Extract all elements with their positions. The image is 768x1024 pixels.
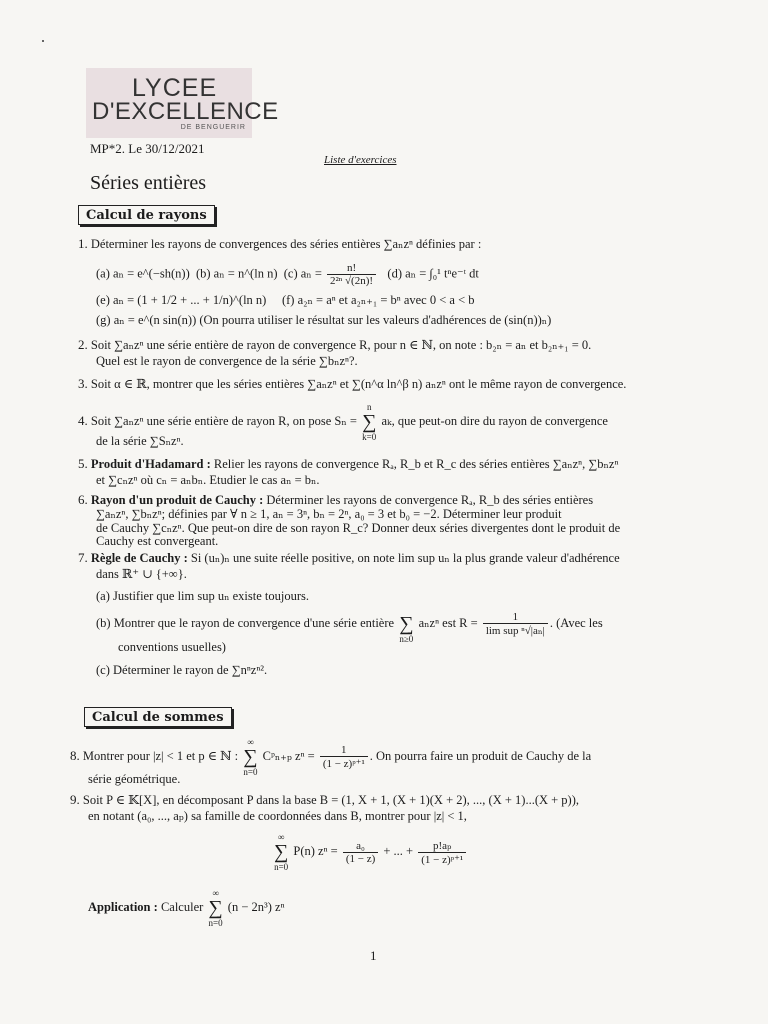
exercise-1-statement: 1. Déterminer les rayons de convergences des séries entières ∑aₙzⁿ définies par :	[78, 236, 482, 251]
exercise-7-item-b-cont: conventions usuelles)	[118, 640, 226, 654]
summation: ∑ n≥0	[399, 613, 414, 644]
summation: n ∑ k=0	[362, 402, 377, 442]
exercise-5-line2: et ∑cₙzⁿ où cₙ = aₙbₙ. Etudier le cas aₙ = bₙ.	[96, 473, 320, 487]
exercise-5-line1: 5. Produit d'Hadamard : Relier les rayons de convergence Rₐ, R_b et R_c des séries entières ∑aₙzⁿ, ∑bₙzⁿ	[78, 456, 619, 471]
exercise-4-line1: 4. Soit ∑aₙzⁿ une série entière de rayon R, on pose Sₙ = n ∑ k=0 aₖ, que peut-on dire du rayon de convergence	[78, 402, 608, 442]
exercise-9-line2: en notant (a₀, ..., aₚ) sa famille de coordonnées dans B, montrer pour |z| < 1,	[88, 809, 467, 823]
page-number: 1	[370, 948, 377, 963]
exercise-6-line3: de Cauchy ∑cₙzⁿ. Que peut-on dire de son rayon R_c? Donner deux séries divergentes dont le produit de	[96, 521, 621, 535]
exercise-1-items-row2: (e) aₙ = (1 + 1/2 + ... + 1/n)^(ln n) (f) a₂ₙ = aⁿ et a₂ₙ₊₁ = bⁿ avec 0 < a < b	[96, 293, 475, 307]
speck	[42, 40, 44, 42]
fraction: $\frac{\text{p!aₚ}}{\text{(1 − z)ᵖ⁺¹}}$	[418, 839, 466, 866]
list-title: Liste d'exercices	[324, 154, 397, 166]
exercise-9-line1: 9. Soit P ∈ 𝕂[X], en décomposant P dans la base B = (1, X + 1, (X + 1)(X + 2), ..., (X + 1)...(X + p)),	[70, 792, 580, 807]
exercise-6-line4: Cauchy est convergeant.	[96, 534, 219, 548]
exercise-2-line1: 2. Soit ∑aₙzⁿ une série entière de rayon de convergence R, pour n ∈ ℕ, on note : b₂ₙ = aₙ et b₂ₙ₊₁ = 0.	[78, 337, 592, 352]
summation: ∞ ∑ n=0	[208, 888, 223, 928]
fraction: $\frac{n!}{\text{2²ⁿ √(2n)!}}$	[327, 262, 376, 287]
school-logo: LYCEE D'EXCELLENCE DE BENGUERIR	[86, 68, 252, 138]
exercise-8-line2: série géométrique.	[88, 772, 181, 786]
exercise-6-line1: 6. Rayon d'un produit de Cauchy : Déterminer les rayons de convergence Rₐ, R_b des séries entières	[78, 492, 594, 507]
fraction: $\frac{1}{\text{lim sup ⁿ√|aₙ|}}$	[483, 611, 548, 637]
exercise-7-item-b: (b) Montrer que le rayon de convergence d'une série entière ∑ n≥0 aₙzⁿ est R = $\frac{1}{\text{lim sup ⁿ√|aₙ|}}$ . (Avec les	[96, 604, 603, 644]
exercise-4-line2: de la série ∑Sₙzⁿ.	[96, 434, 184, 448]
fraction: $\frac{\text{a₀}}{(1 - z)}$	[343, 840, 378, 865]
header-date: MP*2. Le 30/12/2021	[90, 141, 205, 156]
page-title: Séries entières	[90, 172, 207, 194]
exercise-8-line1: 8. Montrer pour |z| < 1 et p ∈ ℕ : ∞ ∑ n=0 Cᵖₙ₊ₚ zⁿ = $\frac{1}{\text{(1 − z)ᵖ⁺¹}}$ . On pourra faire un produit de Cauchy de la	[70, 737, 592, 777]
fraction: $\frac{1}{\text{(1 − z)ᵖ⁺¹}}$	[320, 744, 368, 770]
summation: ∞ ∑ n=0	[243, 737, 258, 777]
exercise-7-line1: 7. Règle de Cauchy : Si (uₙ)ₙ une suite réelle positive, on note lim sup uₙ la plus grande valeur d'adhérence	[78, 550, 620, 565]
section-heading-rayons: Calcul de rayons	[78, 205, 215, 225]
exercise-3: 3. Soit α ∈ ℝ, montrer que les séries entières ∑aₙzⁿ et ∑(n^α ln^β n) aₙzⁿ ont le même rayon de convergence.	[78, 376, 627, 391]
exercise-7-item-a: (a) Justifier que lim sup uₙ existe toujours.	[96, 589, 310, 603]
exercise-9-application: Application : Calculer ∞ ∑ n=0 (n − 2n³) zⁿ	[88, 888, 285, 928]
summation: ∞ ∑ n=0	[274, 832, 289, 872]
exercise-6-line2: ∑aₙzⁿ, ∑bₙzⁿ; définies par ∀ n ≥ 1, aₙ = 3ⁿ, bₙ = 2ⁿ, a₀ = 3 et b₀ = −2. Déterminer leur produit	[96, 507, 562, 521]
section-heading-sommes: Calcul de sommes	[84, 707, 232, 727]
exercise-2-line2: Quel est le rayon de convergence de la série ∑bₙzⁿ?.	[96, 354, 358, 368]
exercise-1-items-row1: (a) aₙ = e^(−sh(n)) (b) aₙ = n^(ln n) (c) aₙ = $\frac{n!}{\text{2²ⁿ √(2n)!}}$ (d) aₙ = ∫₀¹ tⁿe⁻ᵗ dt	[96, 262, 479, 287]
exercise-7-item-c: (c) Déterminer le rayon de ∑nⁿzⁿ².	[96, 663, 268, 677]
exercise-9-equation: ∞ ∑ n=0 P(n) zⁿ = $\frac{\text{a₀}}{(1 - z)}$ + ... + $\frac{\text{p!aₚ}}{\text{(1 − z)ᵖ⁺¹}}$	[272, 832, 468, 872]
exercise-7-line2: dans ℝ⁺ ∪ {+∞}.	[96, 567, 187, 581]
exercise-1-items-row3: (g) aₙ = e^(n sin(n)) (On pourra utiliser le résultat sur les valeurs d'adhérences de (sin(n))ₙ)	[96, 313, 552, 327]
